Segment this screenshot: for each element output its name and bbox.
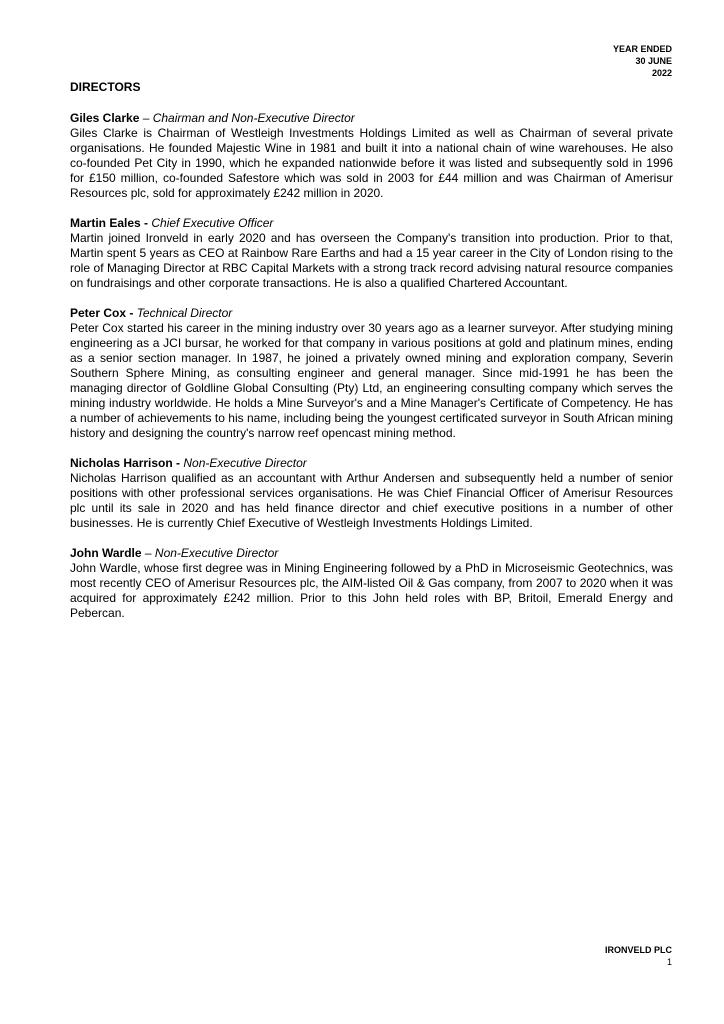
report-period-header <box>613 43 672 79</box>
director-role: Chief Executive Officer <box>151 216 274 230</box>
director-heading <box>70 456 673 471</box>
director-entry <box>70 546 673 621</box>
director-heading <box>70 546 673 561</box>
section-title: DIRECTORS <box>70 80 141 94</box>
heading-separator: – <box>141 546 155 560</box>
director-entry <box>70 216 673 291</box>
directors-content <box>70 79 673 636</box>
director-bio: John Wardle, whose first degree was in Mining Engineering followed by a PhD in Microseismic Geotechnics, was most recently CEO of Amerisur Resources plc, the AIM-listed Oil & Gas company, from 2007 to 2020 when it was acquired for approximately £242 million. Prior to this John held roles with BP, Britoil, Emerald Energy and Pebercan. <box>70 561 673 620</box>
director-name: Giles Clarke <box>70 111 140 125</box>
header-line-date: 30 JUNE <box>635 56 672 66</box>
director-role: Chairman and Non-Executive Director <box>152 111 355 125</box>
director-heading <box>70 306 673 321</box>
director-bio: Nicholas Harrison qualified as an accountant with Arthur Andersen and subsequently held a number of senior positions with other professional services organisations. He was Chief Financial Officer of Amerisur Resources plc until its sale in 2020 and has held finance director and chief executive positions in a number of other businesses. He is currently Chief Executive of Westleigh Investments Holdings Limited. <box>70 471 673 530</box>
director-name: Nicholas Harrison - <box>70 456 181 470</box>
footer-company-name: IRONVELD PLC <box>604 945 672 955</box>
director-heading <box>70 216 673 231</box>
director-heading <box>70 111 673 126</box>
director-role: Non-Executive Director <box>154 546 279 560</box>
director-name: Peter Cox - <box>70 306 134 320</box>
director-role: Technical Director <box>136 306 233 320</box>
director-entry <box>70 306 673 441</box>
director-name: John Wardle <box>70 546 142 560</box>
director-entry <box>70 111 673 201</box>
director-bio: Peter Cox started his career in the mining industry over 30 years ago as a learner surveyor. After studying mining engineering as a JCI bursar, he worked for that company in various positions at gold and platinum mines, ending as a senior section manager. In 1987, he joined a privately owned mining and exploration company, Severin Southern Sphere Mining, as consulting engineer and general manager. Since mid-1991 he has been the managing director of Goldline Global Consulting (Pty) Ltd, an engineering consulting company which serves the mining industry worldwide. He holds a Mine Surveyor's and a Mine Manager's Certificate of Competency. He has a number of achievements to his name, including being the youngest certificated surveyor in South African mining history and designing the country's narrow reef opencast mining method. <box>70 321 673 440</box>
director-bio: Giles Clarke is Chairman of Westleigh Investments Holdings Limited as well as Chairman of several private organisations. He founded Majestic Wine in 1981 and built it into a national chain of wine warehouses. He also co-founded Pet City in 1990, which he expanded nationwide before it was listed and subsequently sold in 1996 for £150 million, co-founded Safestore which was sold in 2003 for £44 million and was Chairman of Amerisur Resources plc, sold for approximately £242 million in 2020. <box>70 126 673 200</box>
heading-separator: – <box>139 111 153 125</box>
header-line-year-ended: YEAR ENDED <box>612 44 672 54</box>
director-name: Martin Eales - <box>70 216 149 230</box>
page-footer <box>605 944 672 968</box>
director-bio: Martin joined Ironveld in early 2020 and has overseen the Company's transition into production. Prior to that, Martin spent 5 years as CEO at Rainbow Rare Earths and had a 15 year career in the City of London rising to the role of Managing Director at RBC Capital Markets with a strong track record advising natural resource companies on fundraisings and other corporate transactions. He is also a qualified Chartered Accountant. <box>70 231 673 290</box>
page-number: 1 <box>666 957 672 967</box>
director-entry <box>70 456 673 531</box>
director-role: Non-Executive Director <box>183 456 307 470</box>
header-line-year: 2022 <box>651 68 672 78</box>
